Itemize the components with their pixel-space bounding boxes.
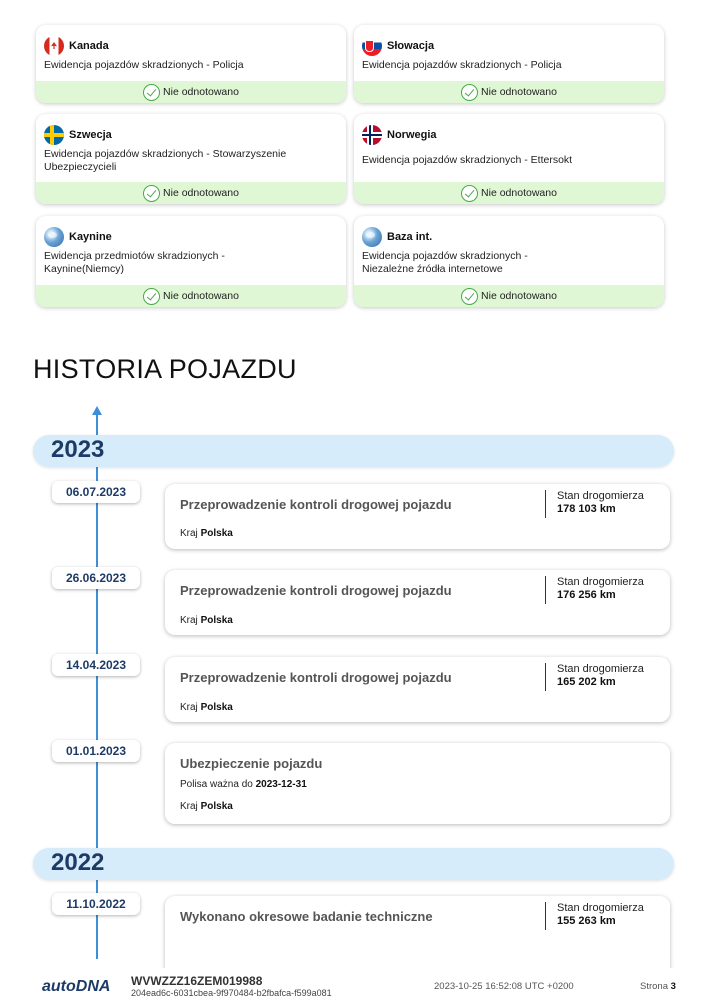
odometer-label: Stan drogomierza [557,902,644,914]
registry-status [354,285,664,307]
odometer [545,663,644,691]
registry-description: Ewidencja pojazdów skradzionych - Ettersokt [362,154,573,166]
registry-status [36,81,346,103]
slovakia-flag-icon [362,36,382,56]
odometer-value: 165 202 km [557,676,616,688]
registry-status-text: Nie odnotowano [481,86,557,98]
year-band [33,848,674,880]
history-event [165,570,670,635]
canada-flag-icon [44,36,64,56]
country-label: Kraj [180,801,198,812]
odometer [545,576,644,604]
registry-description: Ewidencja pojazdów skradzionych - Niezależne źródła internetowe [362,250,528,275]
registry-status-text: Nie odnotowano [163,187,239,199]
event-title: Przeprowadzenie kontroli drogowej pojazdu [180,497,452,512]
event-policy [180,779,307,790]
norway-flag-icon [362,125,382,145]
event-date: 01.01.2023 [52,740,140,762]
event-date: 11.10.2022 [52,893,140,915]
history-event [165,743,670,824]
registry-card-slowacja [354,25,664,103]
registry-card-kanada [36,25,346,103]
registry-name: Kaynine [69,231,112,243]
footer-vin: WVWZZZ16ZEM019988 [131,974,263,988]
registry-description: Ewidencja przedmiotów skradzionych - Kaynine(Niemcy) [44,250,225,275]
registry-name: Norwegia [387,129,437,141]
registry-status [36,285,346,307]
section-title: HISTORIA POJAZDU [33,354,297,384]
country-label: Kraj [180,702,198,713]
event-title: Ubezpieczenie pojazdu [180,756,323,771]
globe-icon [44,227,64,247]
odometer [545,490,644,518]
page-footer [0,968,707,1000]
registry-status-text: Nie odnotowano [163,290,239,302]
odometer-value: 178 103 km [557,503,616,515]
registry-card-szwecja [36,114,346,204]
footer-page [640,981,676,992]
registry-card-kaynine [36,216,346,307]
check-circle-icon [461,288,478,305]
history-event [165,484,670,549]
check-circle-icon [461,185,478,202]
registry-status-text: Nie odnotowano [481,187,557,199]
footer-datetime: 2023-10-25 16:52:08 UTC +0200 [434,981,574,992]
registry-description: Ewidencja pojazdów skradzionych - Stowarzyszenie Ubezpieczycieli [44,148,287,173]
country-label: Kraj [180,615,198,626]
country-label: Kraj [180,528,198,539]
country-value: Polska [200,528,233,539]
event-title: Przeprowadzenie kontroli drogowej pojazdu [180,670,452,685]
event-country [180,528,233,539]
check-circle-icon [143,84,160,101]
odometer-value: 155 263 km [557,915,616,927]
registry-description: Ewidencja pojazdów skradzionych - Policja [362,59,562,71]
policy-label: Polisa ważna do [180,779,253,790]
odometer-label: Stan drogomierza [557,576,644,588]
globe-icon [362,227,382,247]
history-event [165,657,670,722]
check-circle-icon [143,288,160,305]
event-date: 06.07.2023 [52,481,140,503]
registry-name: Kanada [69,40,109,52]
event-date: 14.04.2023 [52,654,140,676]
event-date: 26.06.2023 [52,567,140,589]
event-country [180,801,233,812]
check-circle-icon [461,84,478,101]
arrow-up-icon [92,406,102,415]
registry-status [354,182,664,204]
registry-name: Słowacja [387,40,435,52]
registry-status-text: Nie odnotowano [163,86,239,98]
odometer-value: 176 256 km [557,589,616,601]
registry-card-norwegia [354,114,664,204]
odometer-label: Stan drogomierza [557,663,644,675]
footer-hash: 204ead6c-6031cbea-9f970484-b2fbafca-f599a081 [131,988,332,998]
page-label: Strona [640,981,668,992]
country-value: Polska [200,615,233,626]
history-event [165,896,670,976]
event-title: Wykonano okresowe badanie techniczne [180,909,433,924]
registry-name: Szwecja [69,129,112,141]
odometer [545,902,644,930]
event-country [180,702,233,713]
registry-description: Ewidencja pojazdów skradzionych - Policja [44,59,244,71]
registry-name: Baza int. [387,231,433,243]
odometer-label: Stan drogomierza [557,490,644,502]
registry-status [36,182,346,204]
page-number: 3 [670,981,676,992]
country-value: Polska [200,801,233,812]
year-label: 2022 [51,849,105,876]
registry-status [354,81,664,103]
year-band [33,435,674,467]
registry-status-text: Nie odnotowano [481,290,557,302]
event-title: Przeprowadzenie kontroli drogowej pojazdu [180,583,452,598]
event-country [180,615,233,626]
autodna-logo: autoDNA [42,978,111,995]
year-label: 2023 [51,436,105,463]
registry-card-baza-int [354,216,664,307]
country-value: Polska [200,702,233,713]
sweden-flag-icon [44,125,64,145]
check-circle-icon [143,185,160,202]
policy-date: 2023-12-31 [255,779,307,790]
